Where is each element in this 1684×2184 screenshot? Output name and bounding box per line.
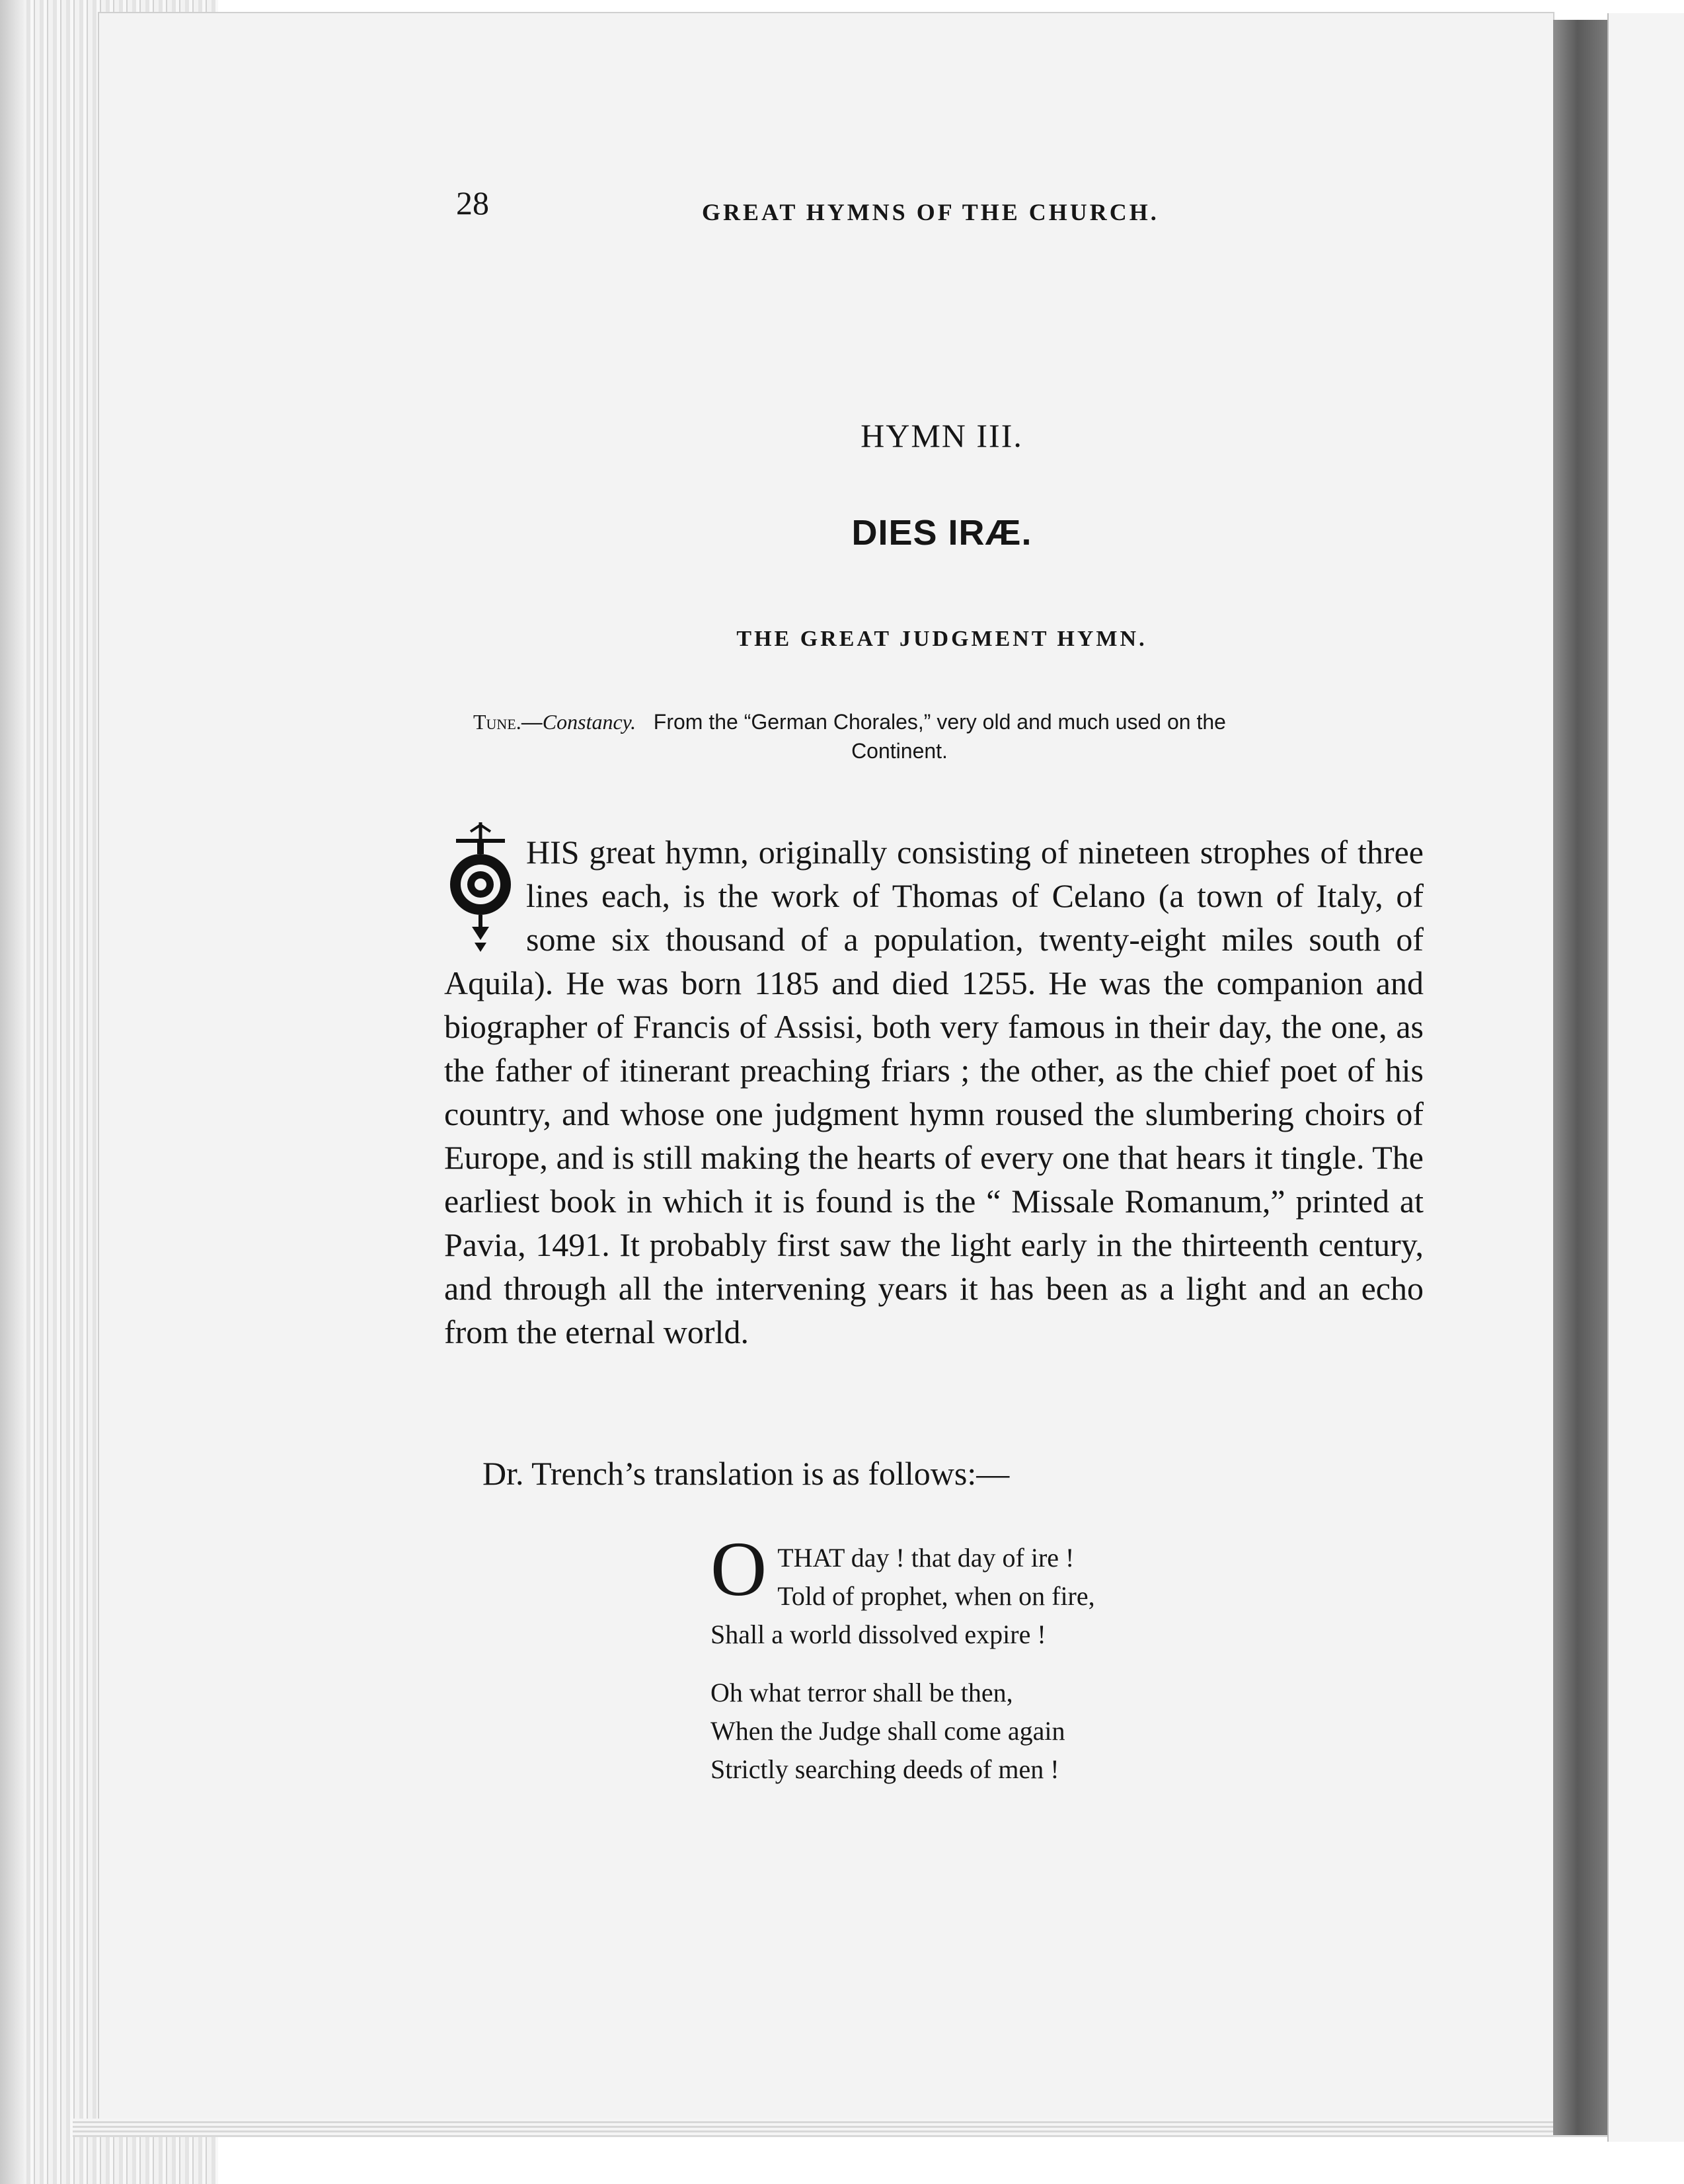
- ornamental-drop-cap-t: [444, 822, 517, 955]
- verse-line: THAT day ! that day of ire !: [777, 1543, 1075, 1573]
- page-bottom-edges: [73, 2119, 1632, 2137]
- spine-shadow: [1553, 20, 1607, 2135]
- facing-page-edge: [1607, 13, 1684, 2142]
- verse-line: Strictly searching deeds of men !: [710, 1754, 1059, 1784]
- verse-line: Shall a world dissolved expire !: [710, 1619, 1046, 1649]
- verse-line: When the Judge shall come again: [710, 1716, 1065, 1746]
- tune-label: Tune.: [473, 710, 521, 734]
- tune-note-continuation: Continent.: [851, 739, 948, 763]
- hymn-title: DIES IRÆ.: [851, 513, 1032, 553]
- verse-line: Oh what terror shall be then,: [710, 1678, 1013, 1707]
- tune-name: Constancy.: [542, 710, 636, 734]
- tune-dash: —: [521, 710, 543, 734]
- page-number: 28: [456, 184, 489, 221]
- verse-1: [710, 1526, 1272, 1654]
- ornate-t-icon: [444, 822, 517, 955]
- verse-line: Told of prophet, when on fire,: [777, 1581, 1095, 1611]
- body-paragraph: HIS great hymn, originally consisting of nineteen strophes of three lines each, is the work of Thomas of Celano (a town of Italy, of some six thousand of a population, twenty-eight miles south of Aquila). He was born 1185 and died 1255. He was the companion and biographer of Francis of Assisi, both very famous in their day, the one, as the father of itinerant preaching friars ; the other, as the chief poet of his country, and whose one judgment hymn roused the slumbering choirs of Europe, and is still making the hearts of every one that hears it tingle. The earliest book in which it is found is the “ Missale Romanum,” printed at Pavia, 1491. It probably first saw the light early in the thirteenth century, and through all the intervening years it has been as a light and an echo from the eternal world.: [444, 834, 1424, 1350]
- running-title: GREAT HYMNS OF THE CHURCH.: [702, 199, 1159, 225]
- body-text: [444, 830, 1424, 1354]
- verse-2: [710, 1674, 1272, 1789]
- hymn-subtitle: THE GREAT JUDGMENT HYMN.: [736, 627, 1147, 651]
- tune-note: [473, 707, 1425, 765]
- running-head: [456, 184, 1428, 230]
- verse-initial: O: [710, 1526, 767, 1612]
- tune-note-text: From the “German Chorales,” very old and much used on the: [653, 710, 1226, 734]
- translation-intro: Dr. Trench’s translation is as follows:—: [482, 1455, 1010, 1492]
- hymn-number: HYMN III.: [861, 417, 1023, 454]
